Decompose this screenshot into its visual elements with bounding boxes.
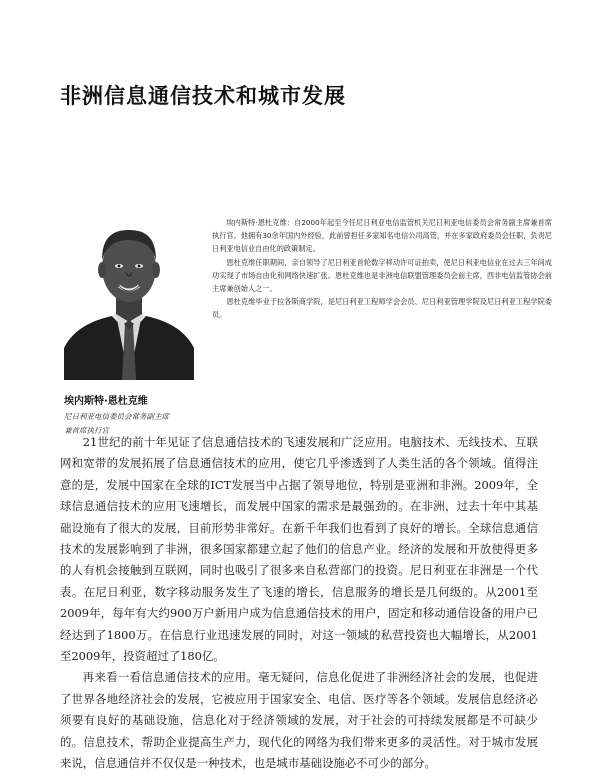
portrait-illustration [64,210,194,380]
bio-paragraph: 埃内斯特·恩杜克维：自2000年起至今任尼日利亚电信监管机关尼日利亚电信委员会常务副主席兼首席执行官。他拥有30余年国内外经验，此前曾担任多家知名电信公司高管，并在多家政府委员会任职，负责尼日利亚电信业自由化的政策制定。 [212,218,552,254]
body-paragraph: 21世纪的前十年见证了信息通信技术的飞速发展和广泛应用。电脑技术、无线技术、互联网和宽带的发展拓展了信息通信技术的应用，使它几乎渗透到了人类生活的各个领域。值得注意的是，发展中国家在全球的ICT发展当中占据了领导地位，特别是亚洲和非洲。2009年，全球信息通信技术的应用飞速增长，而发展中国家的需求是最强劲的。在非洲，过去十年中其基础设施有了很大的发展，目前形势非常好。在新千年我们也看到了良好的增长。全球信息通信技术的发展影响到了非洲，很多国家都建立起了他们的信息产业。经济的发展和开放使得更多的人有机会接触到互联网，同时也吸引了很多来自私营部门的投资。尼日利亚在非洲是一个代表。在尼日利亚，数字移动服务发生了飞速的增长，信息服务的增长是几何级的。从2001至2009年，每年有大约900万户新用户成为信息通信技术的用户，固定和移动通信设备的用户已经达到了1800万。在信息行业迅速发展的同时，对这一领域的私营投资也大幅增长，从2001至2009年，投资超过了180亿。 [60,435,538,664]
person-name: 埃内斯特·恩杜克维 [64,396,148,407]
article-body [60,432,538,775]
bio-paragraph: 恩杜克维毕业于拉各斯商学院，是尼日利亚工程师学会会员、尼日利亚管理学院及尼日利亚工程学院委员。 [212,297,552,320]
article-title: 非洲信息通信技术和城市发展 [60,84,346,108]
body-paragraph: 再来看一看信息通信技术的应用。毫无疑问，信息化促进了非洲经济社会的发展，也促进了世界各地经济社会的发展，它被应用于国家安全、电信、医疗等各个领域。发展信息经济必须要有良好的基础设施，信息化对于经济领域的发展，对于社会的可持续发展都是不可缺少的。信息技术，帮助企业提高生产力，现代化的网络为我们带来更多的灵活性。对于城市发展来说，信息通信并不仅仅是一种技术，也是城市基础设施必不可少的部分。 [60,670,538,771]
bio-paragraph: 恩杜克维任职期间，亲自领导了尼日利亚首轮数字移动许可证拍卖，使尼日利亚电信业在过去三年间成功实现了市场自由化和网络快速扩张。恩杜克维也是非洲电信联盟管理委员会前主席，西非电信监管协会前主席兼创始人之一。 [212,257,552,294]
portrait-photo [64,210,194,380]
author-bio [212,216,552,322]
person-title-line: 兼首席执行官 [64,426,109,435]
person-title-line: 尼日利亚电信委员会常务副主席 [64,412,169,421]
